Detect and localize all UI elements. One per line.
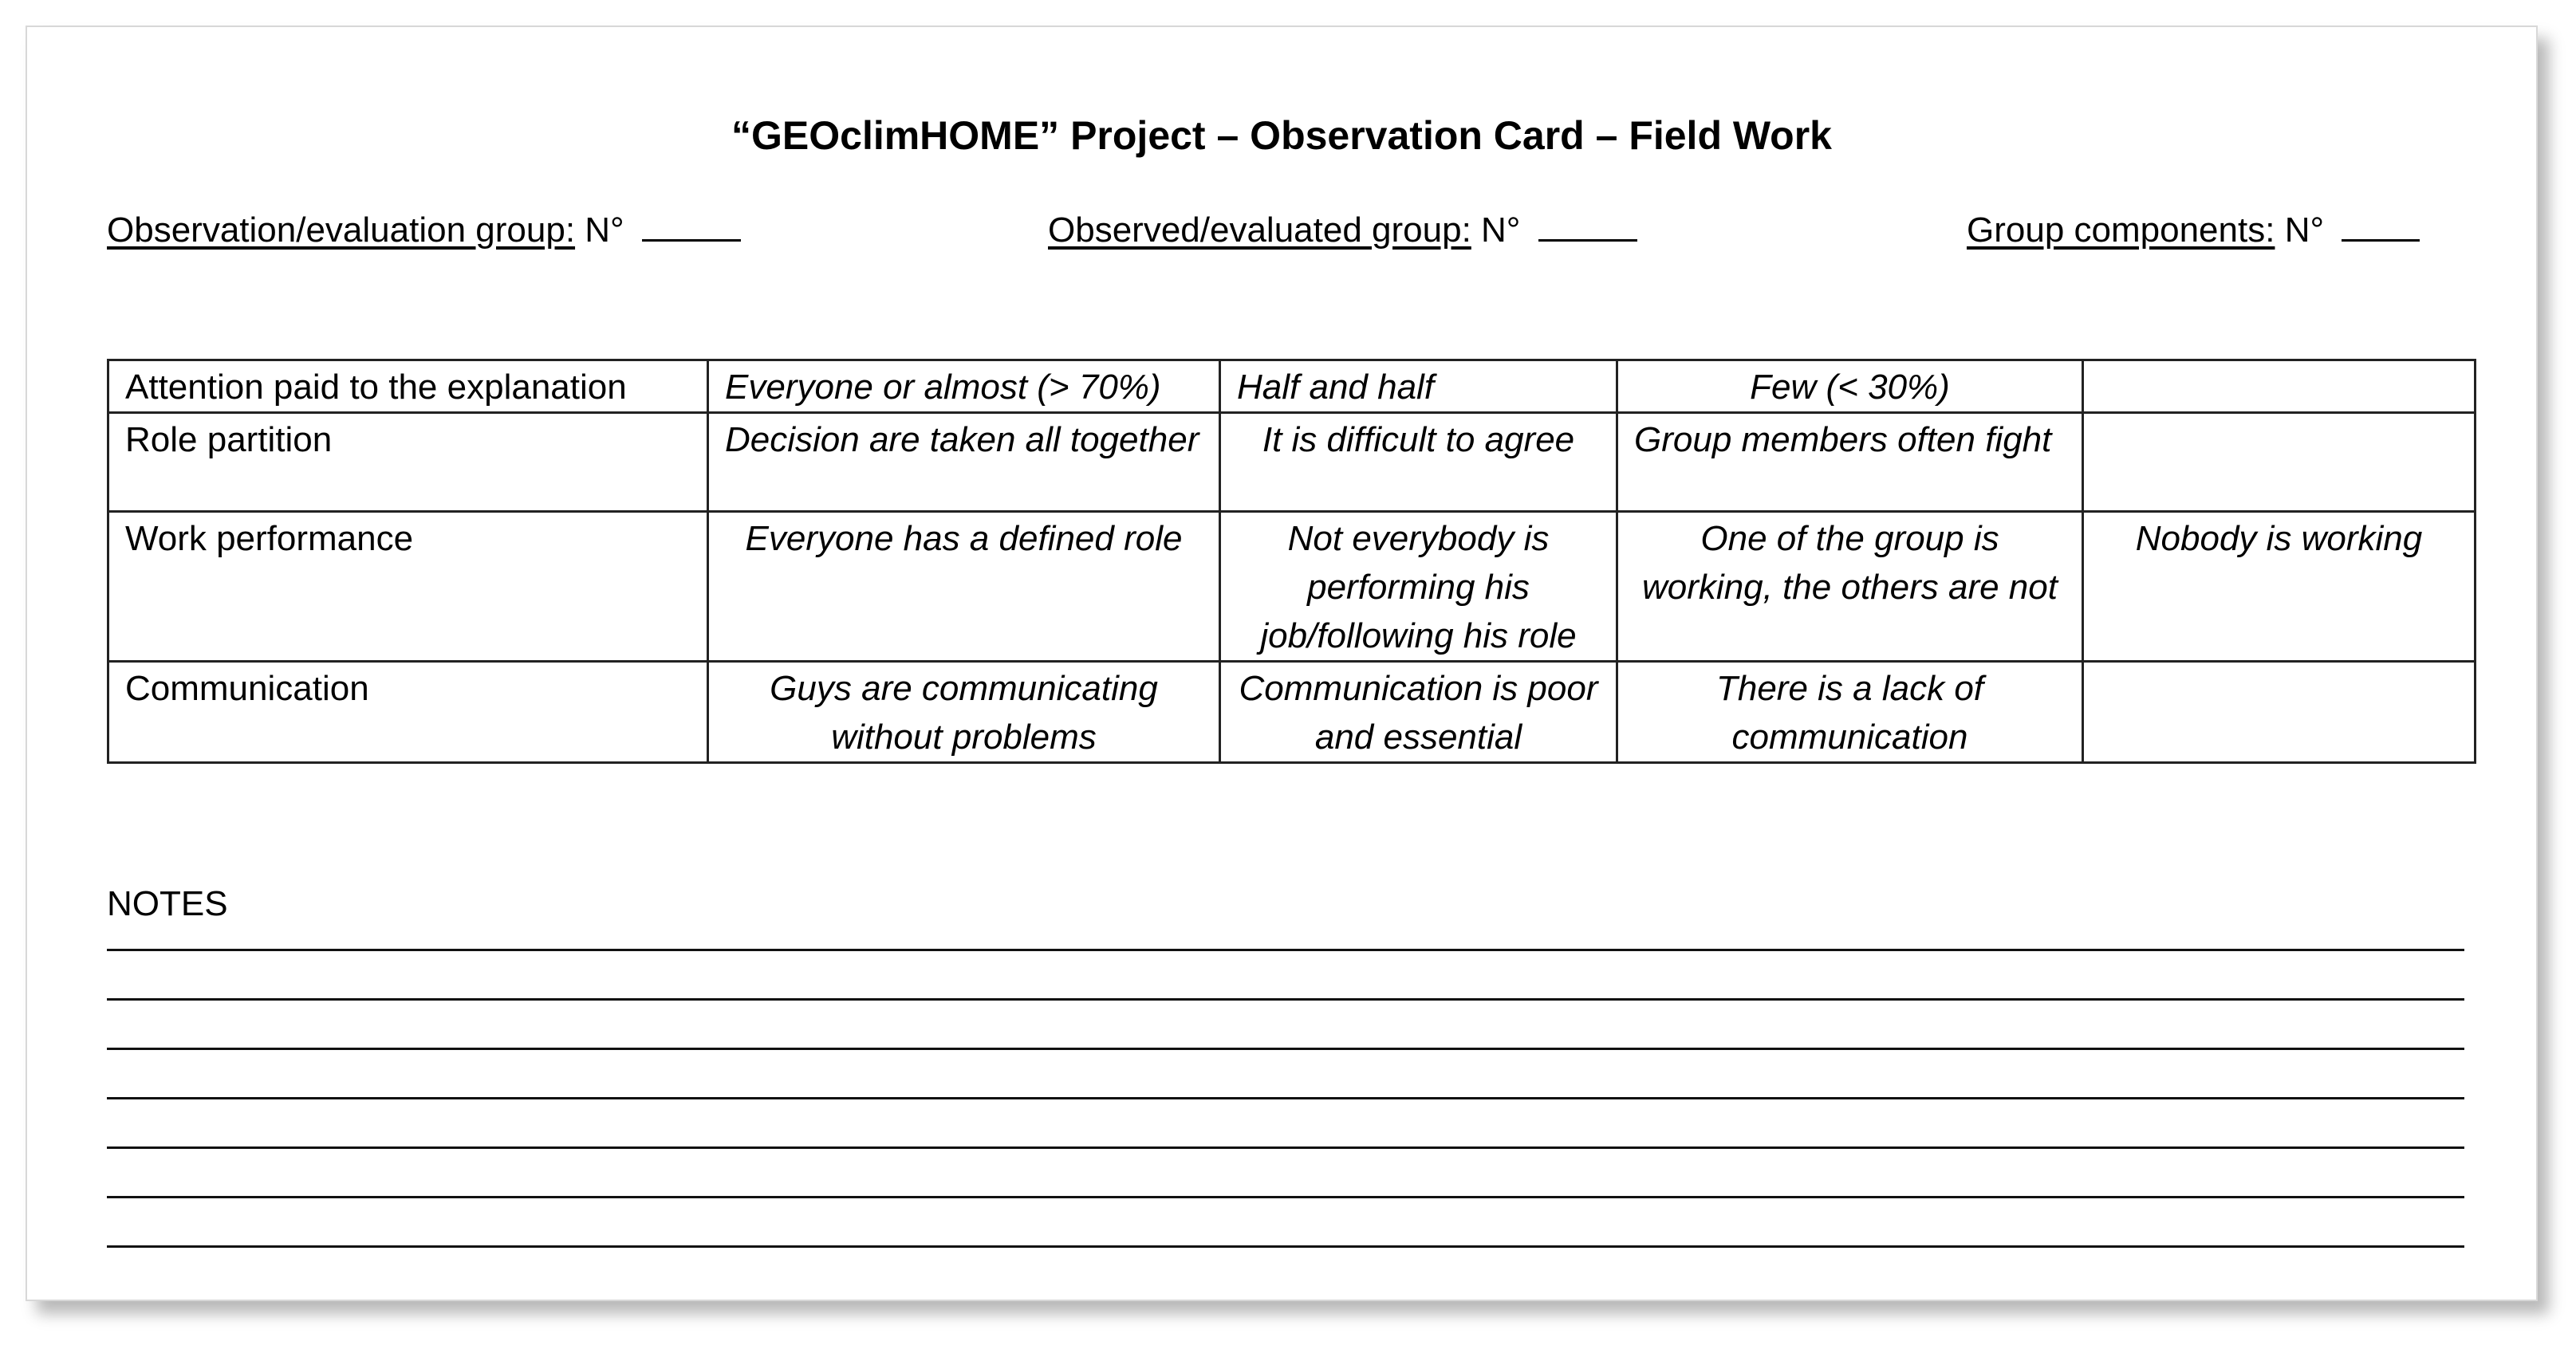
observation-group-number-prefix: N°	[585, 210, 624, 250]
table-row	[108, 662, 2476, 763]
observed-group-number-prefix: N°	[1481, 210, 1521, 250]
notes-line[interactable]	[107, 1048, 2464, 1050]
option-cell[interactable]: Communication is poor and essential	[1220, 662, 1617, 763]
observation-card	[26, 26, 2538, 1301]
notes-line[interactable]	[107, 949, 2464, 951]
option-cell[interactable]	[2083, 413, 2476, 512]
option-cell[interactable]: Everyone has a defined role	[708, 512, 1220, 662]
observation-group-blank[interactable]	[642, 206, 741, 242]
group-components-label: Group components:	[1967, 210, 2275, 250]
criterion-cell: Attention paid to the explanation	[108, 360, 708, 413]
option-cell[interactable]: Few (< 30%)	[1617, 360, 2083, 413]
option-cell[interactable]: It is difficult to agree	[1220, 413, 1617, 512]
notes-line[interactable]	[107, 998, 2464, 1001]
table-row	[108, 413, 2476, 512]
option-cell[interactable]: Not everybody is performing his job/following his role	[1220, 512, 1617, 662]
notes-line[interactable]	[107, 1245, 2464, 1248]
notes-line[interactable]	[107, 1196, 2464, 1198]
option-cell[interactable]: Half and half	[1220, 360, 1617, 413]
criterion-cell: Communication	[108, 662, 708, 763]
observed-group-label: Observed/evaluated group:	[1048, 210, 1471, 250]
criterion-cell: Work performance	[108, 512, 708, 662]
notes-line[interactable]	[107, 1146, 2464, 1149]
observation-group-field	[107, 206, 741, 253]
option-cell[interactable]: There is a lack of communication	[1617, 662, 2083, 763]
card-title: “GEOclimHOME” Project – Observation Card – Field Work	[731, 113, 1832, 158]
observed-group-blank[interactable]	[1538, 206, 1637, 242]
option-cell[interactable]	[2083, 360, 2476, 413]
group-components-blank[interactable]	[2342, 206, 2420, 242]
observed-group-field	[1048, 206, 1637, 253]
option-cell[interactable]: Guys are communicating without problems	[708, 662, 1220, 763]
option-cell[interactable]: Everyone or almost (> 70%)	[708, 360, 1220, 413]
option-cell[interactable]: One of the group is working, the others are not	[1617, 512, 2083, 662]
option-cell[interactable]	[2083, 662, 2476, 763]
option-cell[interactable]: Decision are taken all together	[708, 413, 1220, 512]
group-components-field	[1967, 206, 2420, 253]
table-row	[108, 360, 2476, 413]
group-components-number-prefix: N°	[2284, 210, 2325, 250]
notes-lines[interactable]	[107, 949, 2464, 1295]
observation-table	[107, 359, 2476, 764]
notes-label: NOTES	[107, 884, 228, 923]
option-cell[interactable]: Nobody is working	[2083, 512, 2476, 662]
table-row	[108, 512, 2476, 662]
criterion-cell: Role partition	[108, 413, 708, 512]
notes-line[interactable]	[107, 1097, 2464, 1099]
observation-group-label: Observation/evaluation group:	[107, 210, 576, 250]
option-cell[interactable]: Group members often fight	[1617, 413, 2083, 512]
